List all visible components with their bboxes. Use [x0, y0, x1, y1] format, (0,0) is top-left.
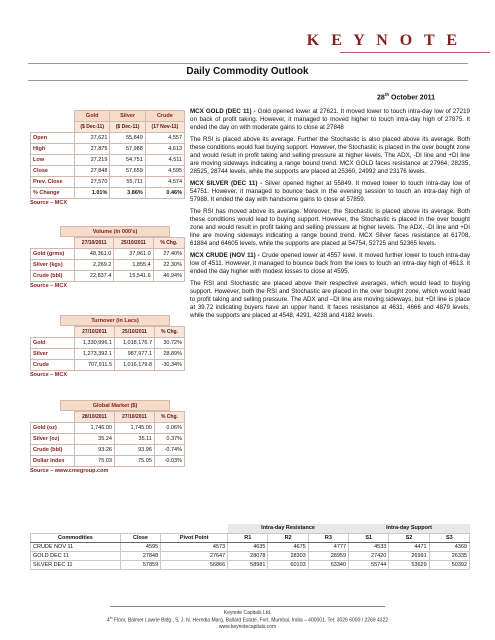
footer-website[interactable]: www.keynotecapitals.com — [218, 623, 277, 630]
footer-rule — [110, 606, 385, 607]
silver-technical: The RSI has moved above its average. Moreover, the Stochastic is placed above its average. Both these conditions would lead to buying support. However, the Stochastic is placed in the over bought zone and would result in profit taking and selling pressure at higher levels. The ADX, -DI line and +DI line are moving sideways indicating a range bound trend. MCX Silver faces resistance at 61708, 61884 and 64605 levels, while the supports are placed at 54754, 52725 and 52365 levels. — [190, 208, 470, 247]
col-header: Silver — [110, 111, 145, 122]
table-row: Silver 1,273,392.1 987,977.1 28.89% — [31, 349, 185, 360]
turnover-section — [30, 315, 185, 378]
table-row: CRUDE NOV 11 4595 4573 4635 4675 4777 4533 4471 4369 — [31, 542, 470, 551]
table-caption: Global Market ($) — [60, 400, 170, 411]
quotes-section — [30, 110, 185, 206]
footer-company: Keynote Capitals Ltd. — [223, 610, 272, 616]
gold-commentary: MCX GOLD (DEC 11) - Gold opened lower at 27621. It moved lower to touch intra-day low of 27219 on back of profit taking. However, it managed to moved higher to touch intra-day high of 27875. It ended the day on with moderate gains to close at 27848 — [190, 108, 470, 131]
gold-technical: The RSI is placed above its average. Further the Stochastic is also placed above its average. Both these conditions would fuel buying support. However, the Stochastic is placed in the over bought zone and would result in profit taking and selling pressure at higher levels. The ADX, -DI line and +DI line are moving sideways indicating a range bound trend. MCX GOLD faces resistance at 27964, 28235, 28525, 28744 levels, while the supports are placed at 25360, 24992 and 23176 levels. — [190, 136, 470, 175]
table-row: Crude 707,911.5 1,016,179.8 -30.34% — [31, 360, 185, 371]
table-row: Crude (bbl) 93.26 93.96 -0.74% — [31, 445, 185, 456]
footer — [0, 610, 495, 630]
table-row: GOLD DEC 11 27848 27647 28078 28303 28959 27420 26991 26335 — [31, 551, 470, 560]
logo-rule — [340, 52, 490, 53]
table-row: High 27,875 57,988 4,613 — [31, 144, 185, 155]
company-logo: K E Y N O T E — [306, 32, 461, 49]
resistance-group-header: Intra-day Resistance — [228, 524, 349, 533]
table-row: Gold (grms) 48,361.0 37,961.0 27.40% — [31, 249, 185, 260]
support-group-header: Intra-day Support — [349, 524, 470, 533]
report-date: 28th October 2011 — [377, 92, 435, 102]
volume-table: 27/10/2011 25/10/2011 % Chg. Gold (grms) 48,361.0 37,961.0 27.40% Silver (kgs) 2,269.2 1,855.4 22.30% Crude (bbl) 22,837.4 15,541.6 46.94% — [30, 237, 185, 282]
table-row: Open 27,621 55,849 4,557 — [31, 133, 185, 144]
levels-section — [30, 524, 470, 570]
title-rule-bottom — [28, 80, 468, 81]
volume-section — [30, 226, 185, 289]
quotes-table — [30, 110, 185, 199]
source-note: Source – MCX — [30, 200, 67, 206]
table-row: Dollar Index 75.03 75.05 -0.03% — [31, 456, 185, 467]
col-header: Gold — [75, 111, 110, 122]
table-caption: Volume (in 000's) — [60, 226, 170, 237]
title-rule-top — [28, 63, 468, 64]
global-market-section — [30, 400, 185, 474]
table-row: Prev. Close 27,570 55,711 4,574 — [31, 177, 185, 188]
crude-commentary: MCX CRUDE (NOV 11) - Crude opened lower at 4557 level. It moved further lower to touch intra-day low of 4511. However, it managed to bounce back from the lows to touch an intra-day high of 4613. It ended the day higher with modest losses to close at 4595. — [190, 252, 470, 275]
table-caption: Turnover (in Lacs) — [60, 315, 170, 326]
footer-address: 4th Floor, Balmer Lawrie Bldg., 5, J. N. Heredia Marg, Ballard Estate, Fort, Mumbai, India – 400001. Tel: 3026 6000 / 2269 4322 — [106, 616, 389, 624]
table-row: Silver (kgs) 2,269.2 1,855.4 22.30% — [31, 260, 185, 271]
col-subheader: (17 Nov-11) — [145, 122, 184, 133]
table-row: Low 27,219 54,751 4,511 — [31, 155, 185, 166]
col-header: Crude — [145, 111, 184, 122]
table-row: Close 27,848 57,659 4,595 — [31, 166, 185, 177]
table-row: SILVER DEC 11 57859 56866 58981 60103 63340 55744 53629 50392 — [31, 560, 470, 569]
levels-table: Intra-day Resistance Intra-day Support Commodities Close Pivot Point R1 R2 R3 S1 S2 S3 CRUDE NOV 11 4595 4573 4635 4675 4777 4533 4471 4369 GOLD DEC 11 27848 27647 28078 28303 28959 27420 26991 26335 SILVER DEC 11 57859 56866 58981 60103 63340 55744 53629 50392 — [30, 524, 470, 570]
source-note: Source – www.cmegroup.com — [30, 468, 109, 474]
global-market-table: 28/10/2011 27/10/2011 % Chg. Gold (oz) 1,746.00 1,745.00 0.06% Silver (oz) 35.24 35.11 0.37% Crude (bbl) 93.26 93.96 -0.74% Dollar Index 75.03 75.05 -0.03% — [30, 411, 185, 467]
silver-commentary: MCX SILVER (DEC 11) - Silver opened higher at 55849. It moved lower to touch intra-day low of 54751. However, it managed to bounce back in the evening session to touch an intra-day high of 57988. It ended the day with handsome gains to close at 57859. — [190, 180, 470, 203]
table-row: % Change 1.01% 3.86% 0.46% — [31, 188, 185, 199]
page-title: Daily Commodity Outlook — [186, 66, 309, 77]
table-row: Silver (oz) 35.24 35.11 0.37% — [31, 434, 185, 445]
turnover-table: 27/10/2011 25/10/2011 % Chg. Gold 1,330,996.1 1,018,176.7 30.72% Silver 1,273,392.1 987,977.1 28.89% Crude 707,911.5 1,016,179.8 -30.34% — [30, 326, 185, 371]
col-subheader: ($ Dec-11) — [75, 122, 110, 133]
table-row: Crude (bbl) 22,837.4 15,541.6 46.94% — [31, 271, 185, 282]
crude-technical: The RSI and Stochastic are placed above their respective averages, which would lead to buying support. However, both the RSI and Stochastic are placed in the over bought zone, which would lead to profit taking and selling pressure. The ADX and –DI line are moving sideways, but +DI line is place at 39.72 indicating buyers have an upper hand. It faces resistance at 4631, 4666 and 4879 levels, while the supports are placed at 4548, 4291, 4238 and 4182 levels. — [190, 280, 470, 319]
table-row: Gold 1,330,996.1 1,018,176.7 30.72% — [31, 338, 185, 349]
table-row: Gold (oz) 1,746.00 1,745.00 0.06% — [31, 423, 185, 434]
source-note: Source – MCX — [30, 372, 67, 378]
col-subheader: ($ Dec-11) — [110, 122, 145, 133]
commentary — [190, 108, 470, 324]
source-note: Source – MCX — [30, 283, 67, 289]
